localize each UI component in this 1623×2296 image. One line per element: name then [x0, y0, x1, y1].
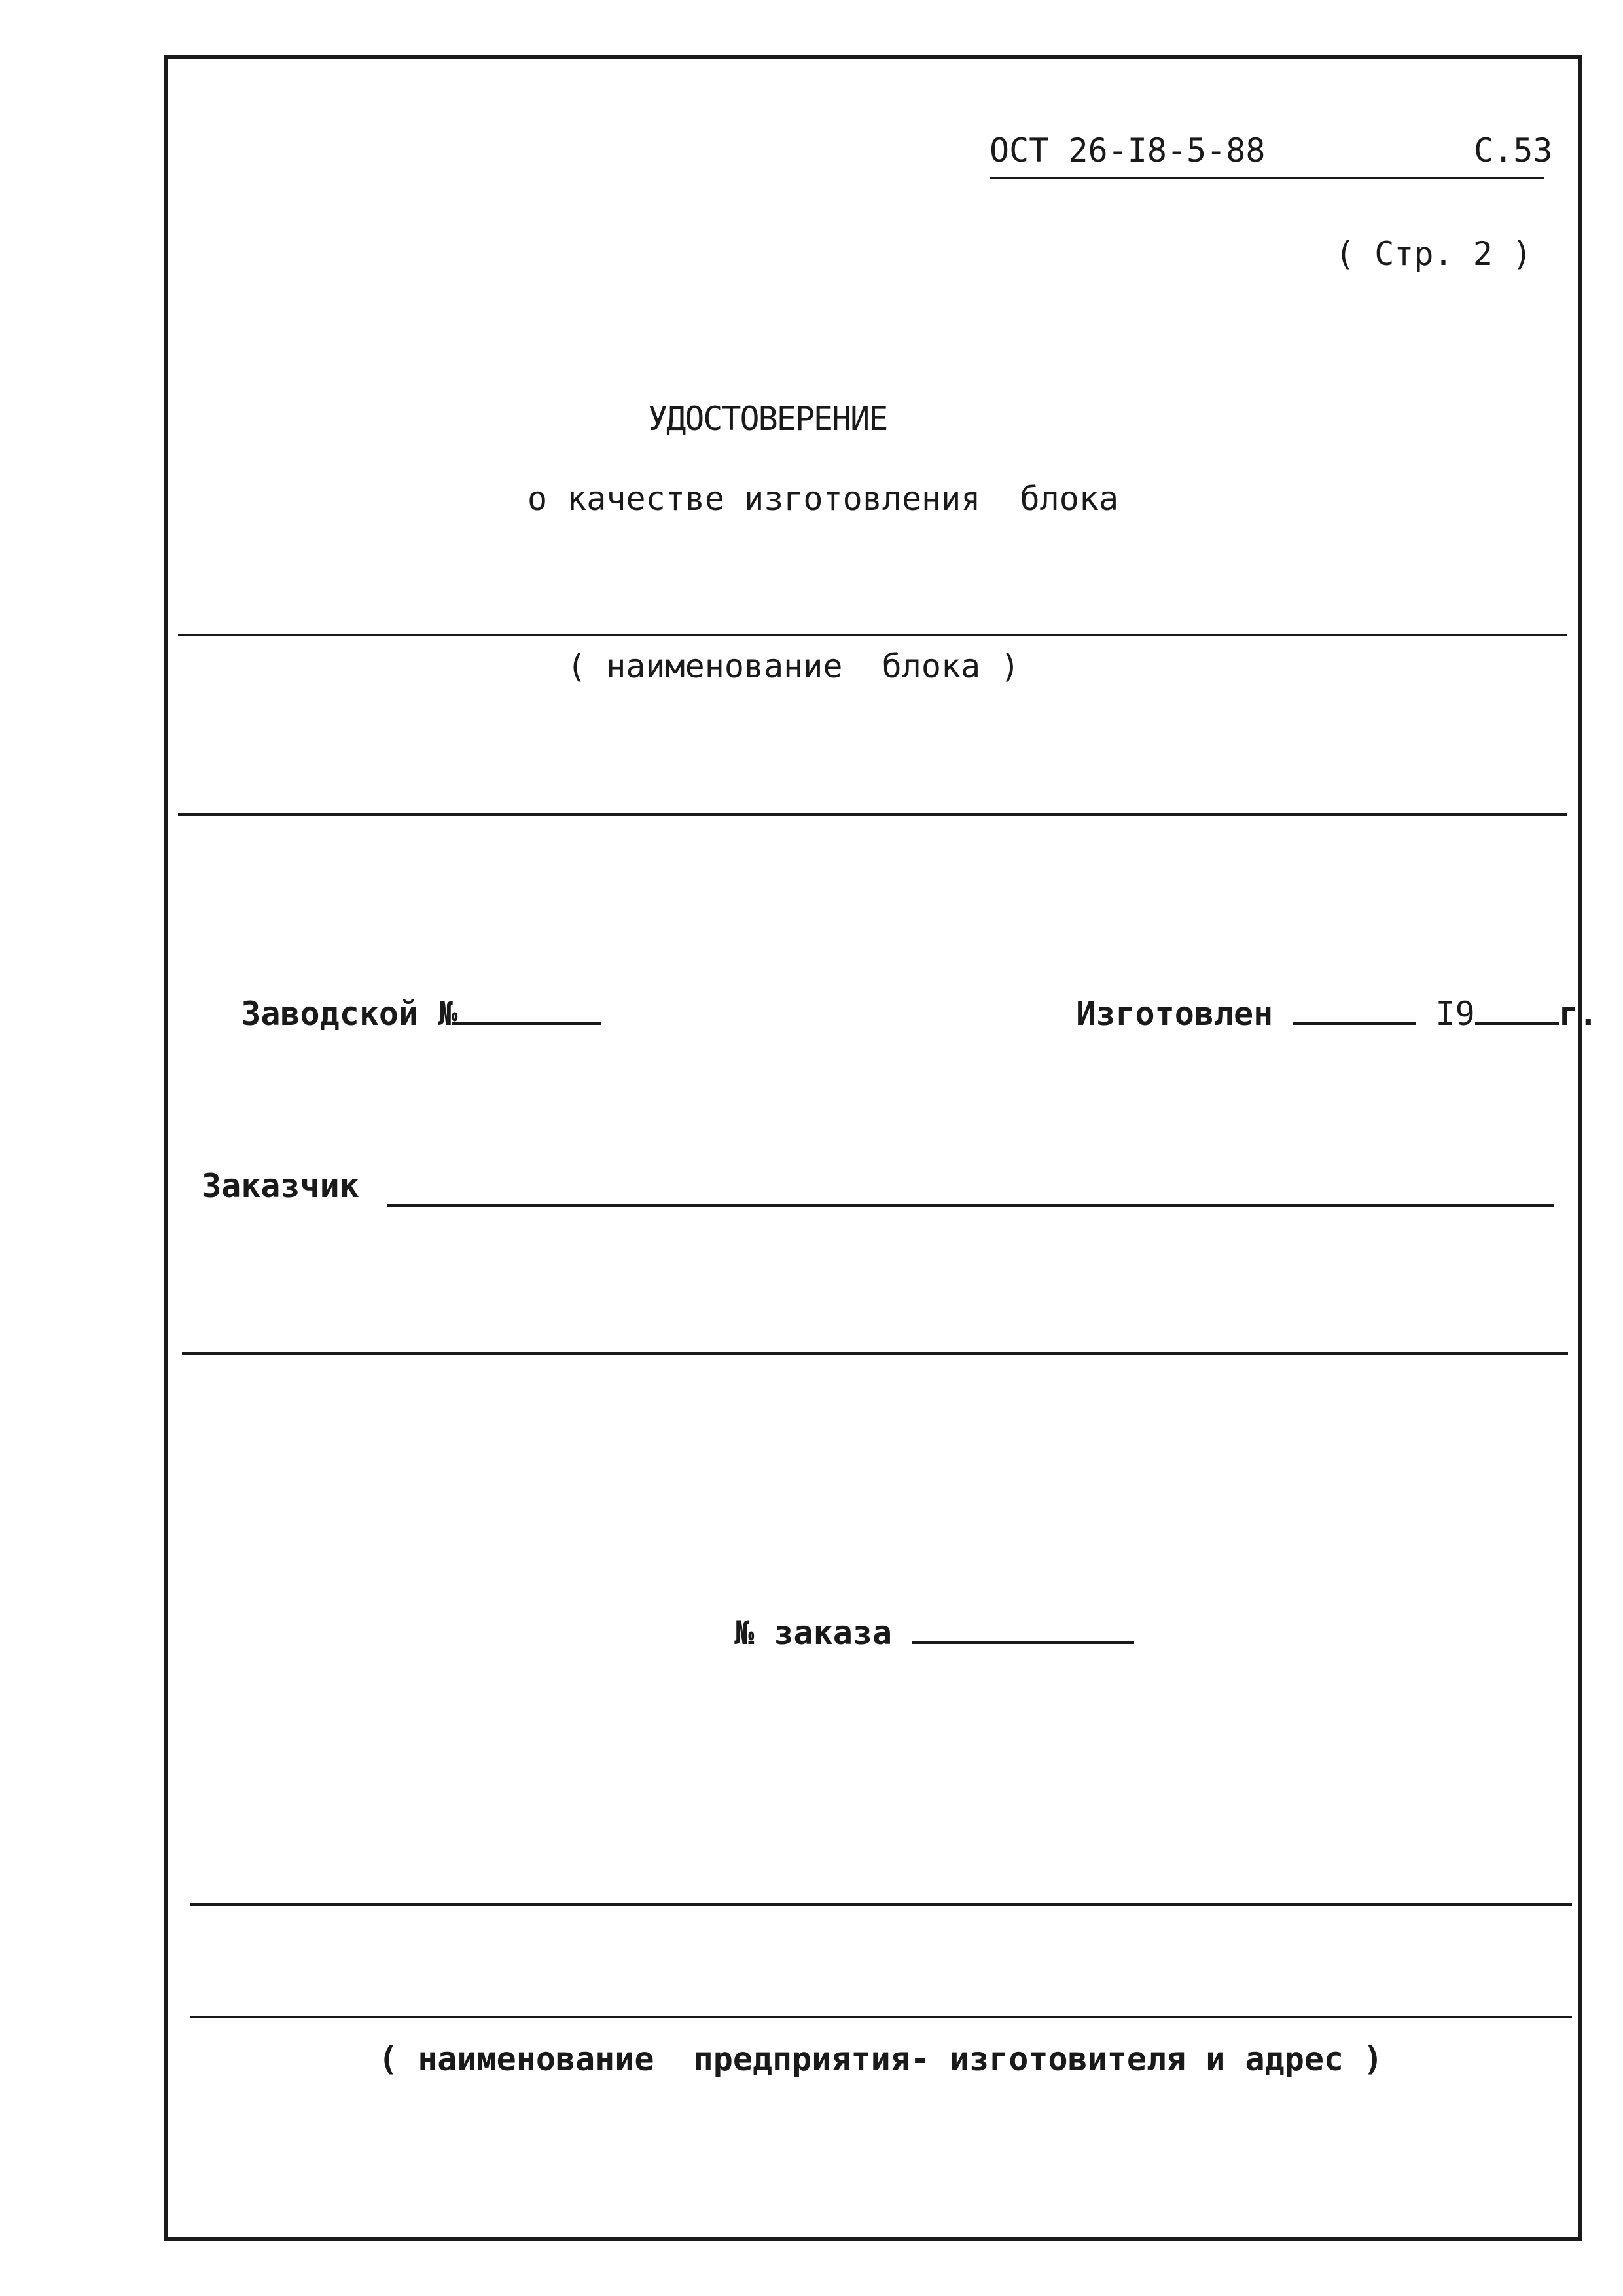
- year-prefix: I9: [1435, 995, 1475, 1033]
- header-underline: [990, 177, 1544, 179]
- manufacturer-line: [190, 2016, 1572, 2018]
- serial-number-field: [202, 954, 601, 1033]
- block-name-lower-line: [178, 813, 1567, 816]
- customer-label: Заказчик: [202, 1167, 359, 1205]
- serial-number-blank: [457, 994, 601, 1025]
- customer-line: [387, 1204, 1554, 1207]
- manufacturer-upper-line: [190, 1903, 1572, 1906]
- order-number-label: № заказа: [734, 1614, 893, 1652]
- block-name-caption: ( наименование блока ): [567, 647, 1020, 685]
- page-number: С.53: [1474, 132, 1553, 170]
- manufactured-field: [1037, 954, 1598, 1033]
- document-subtitle: о качестве изготовления блока: [527, 480, 1119, 518]
- document-code: ОСТ 26-I8-5-88: [990, 132, 1266, 170]
- order-number-blank: [912, 1613, 1134, 1644]
- block-name-line: [178, 634, 1567, 636]
- sheet-number: ( Стр. 2 ): [1335, 235, 1533, 273]
- manufacturer-caption: ( наименование предприятия- изготовителя и адрес ): [378, 2040, 1383, 2078]
- year-blank: [1475, 994, 1559, 1025]
- order-number-field: [695, 1573, 1134, 1653]
- year-suffix: г.: [1558, 995, 1598, 1033]
- manufactured-label: Изготовлен: [1076, 995, 1274, 1033]
- document-title: УДОСТОВЕРЕНИЕ: [648, 400, 887, 438]
- customer-lower-line: [182, 1352, 1568, 1355]
- serial-number-label: Заводской №: [241, 995, 458, 1033]
- page-frame: [164, 55, 1582, 2241]
- manufactured-date-blank: [1293, 994, 1416, 1025]
